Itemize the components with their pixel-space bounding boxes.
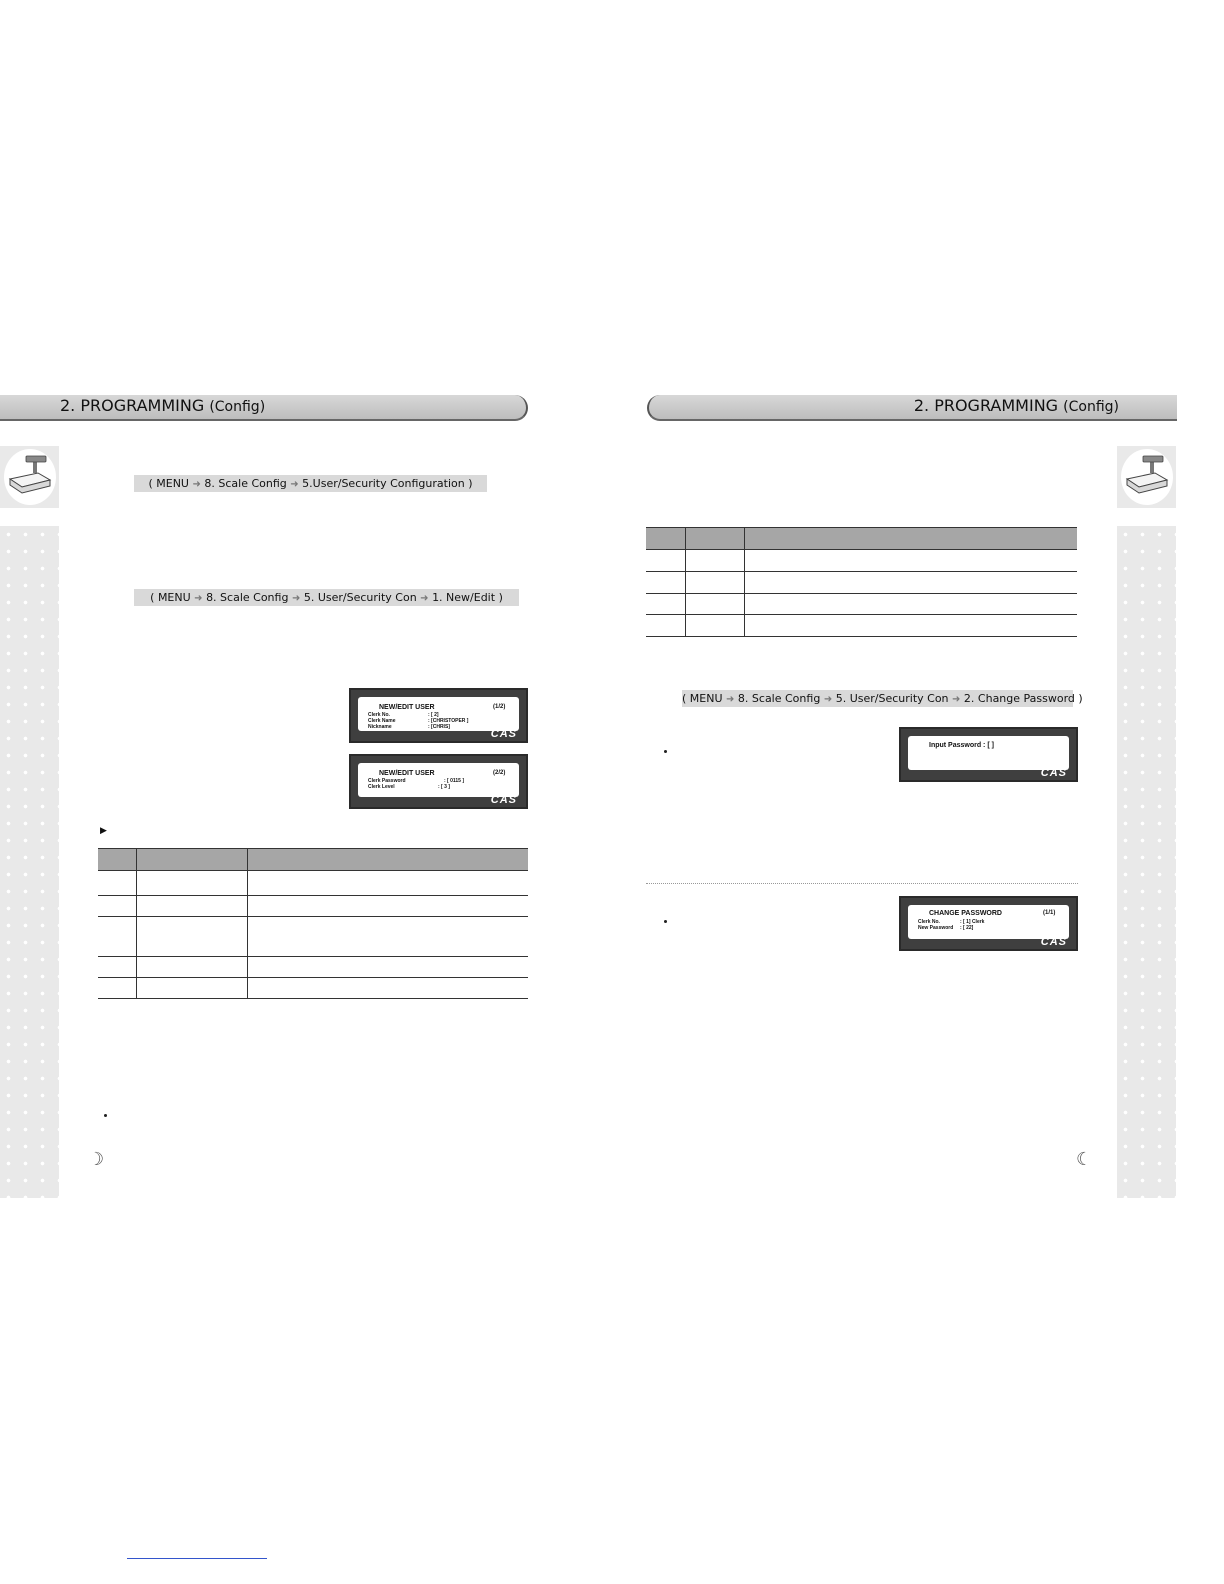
lcd-row-label: Clerk No. <box>368 712 390 718</box>
lcd-row-label: New Password <box>918 925 954 931</box>
table-row <box>98 896 528 917</box>
lcd-row-value: : [ 22] <box>960 925 974 931</box>
lcd-title: NEW/EDIT USER <box>379 704 435 711</box>
right-dotted-strip <box>1117 526 1176 1198</box>
cas-logo: CAS <box>1040 936 1067 948</box>
arrow-right-icon: ➜ <box>192 479 201 490</box>
right-header-title: 2. PROGRAMMING (Config) <box>913 396 1119 415</box>
arrow-right-icon: ➜ <box>290 479 299 490</box>
bullet <box>104 1114 107 1117</box>
table-header-row <box>98 849 528 871</box>
lcd-row-value: : [CHRIS] <box>428 724 450 730</box>
lcd-input-password <box>899 727 1078 782</box>
scale-icon <box>4 449 56 505</box>
lcd-new-edit-user-1 <box>349 688 528 743</box>
right-parameter-table <box>646 527 1077 637</box>
left-dotted-strip <box>0 526 59 1198</box>
arrow-right-icon: ➜ <box>291 593 301 604</box>
lcd-row-value: : [ 3 ] <box>438 784 450 790</box>
arrow-right-icon: ➜ <box>420 593 429 604</box>
left-header-title: 2. PROGRAMMING (Config) <box>60 396 266 415</box>
table-row <box>98 978 528 999</box>
right-scale-icon-box <box>1117 446 1176 508</box>
arrow-right-icon: ➜ <box>726 694 735 705</box>
lcd-row-label: Clerk Password <box>368 778 406 784</box>
lcd-new-edit-user-2 <box>349 754 528 809</box>
lcd-row-value: : [CHRISTOPER ] <box>428 718 469 724</box>
left-scale-icon-box <box>0 446 59 508</box>
lcd-row-label: Clerk Name <box>368 718 396 724</box>
arrow-right-icon: ➜ <box>952 694 961 705</box>
crescent-icon: ☽ <box>88 1149 105 1170</box>
lcd-row-value: : [ 0115 ] <box>444 778 465 784</box>
lcd-title: Input Password : [ ] <box>929 742 994 749</box>
lcd-title: NEW/EDIT USER <box>379 770 435 777</box>
table-header-row <box>646 528 1077 550</box>
lcd-page: (1/1) <box>1043 910 1056 916</box>
cas-logo: CAS <box>490 794 517 806</box>
table-row <box>646 594 1077 615</box>
table-row <box>98 957 528 978</box>
table-row <box>646 615 1077 637</box>
footer-rule <box>127 1558 267 1559</box>
bullet <box>664 750 667 753</box>
table-row <box>646 572 1077 594</box>
lcd-title: CHANGE PASSWORD <box>929 910 1002 917</box>
menu-path-change-password: ( MENU ➜ 8. Scale Config ➜ 5. User/Security Con ➜ 2. Change Password ) <box>682 692 1083 705</box>
cas-logo: CAS <box>490 728 517 740</box>
lcd-row-value: : [ 2] <box>428 712 439 718</box>
crescent-icon: ☾ <box>1076 1149 1093 1170</box>
left-header-bar <box>0 395 528 421</box>
menu-path-new-edit: ( MENU ➜ 8. Scale Config ➜ 5. User/Security Con ➜ 1. New/Edit ) <box>134 589 519 606</box>
menu-path-user-security: ( MENU ➜ 8. Scale Config ➜ 5.User/Security Configuration ) <box>134 475 487 492</box>
arrow-right-icon: ➜ <box>194 593 203 604</box>
lcd-page: (2/2) <box>493 770 506 776</box>
left-parameter-table <box>98 848 528 999</box>
right-header-bar <box>647 395 1177 421</box>
arrow-right-icon: ➜ <box>823 694 833 705</box>
lcd-row-label: Clerk Level <box>368 784 395 790</box>
table-row <box>646 550 1077 572</box>
lcd-row-label: Nickname <box>368 724 392 730</box>
bullet <box>664 920 667 923</box>
lcd-change-password <box>899 896 1078 951</box>
section-divider <box>646 883 1078 884</box>
scale-icon <box>1121 449 1173 505</box>
note-marker-icon: ▶ <box>100 826 107 836</box>
lcd-row-label: Clerk No. <box>918 919 940 925</box>
table-row <box>98 871 528 896</box>
lcd-row-value: : [ 1] Clerk <box>960 919 985 925</box>
cas-logo: CAS <box>1040 767 1067 779</box>
table-row <box>98 917 528 957</box>
lcd-page: (1/2) <box>493 704 506 710</box>
